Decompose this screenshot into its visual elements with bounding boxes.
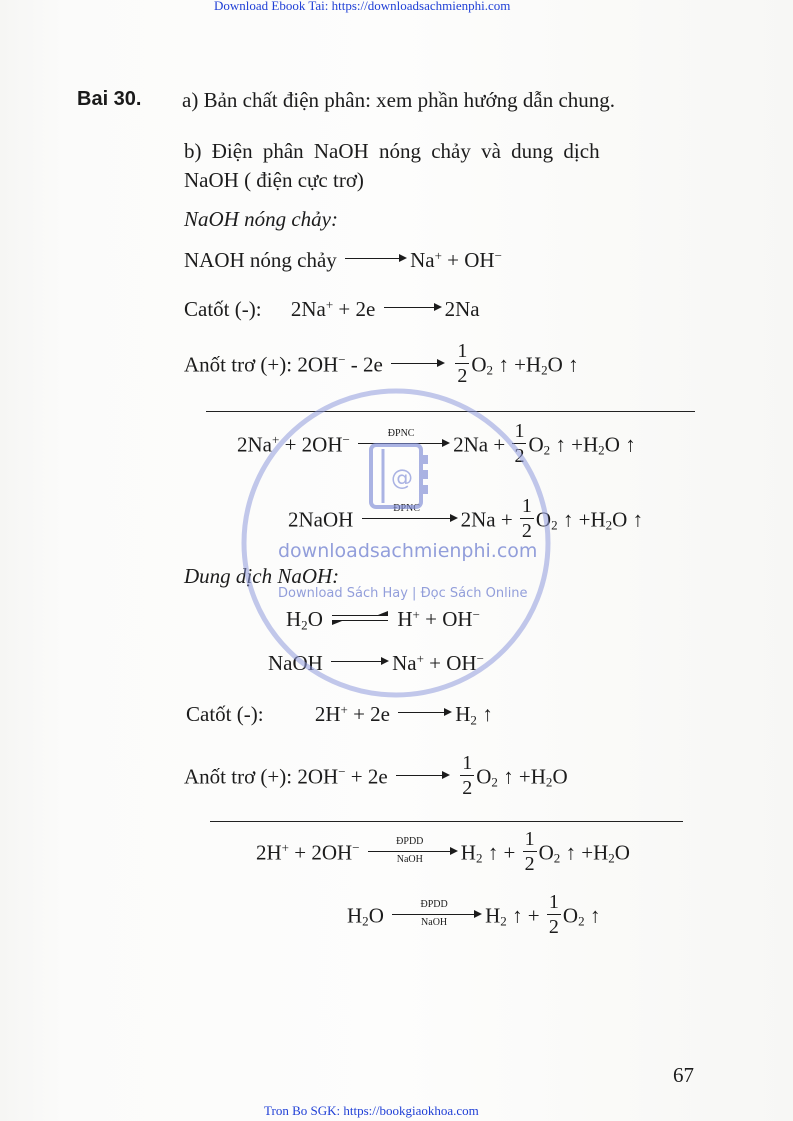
- fraction-one-half: $\frac{1}{2}$: [524, 828, 535, 875]
- reaction-arrow: [398, 701, 452, 725]
- naoh-dissociation-equation: NaOH Na+ + OH−: [268, 650, 484, 675]
- reaction-arrow: ĐPDD NaOH: [392, 903, 482, 927]
- fraction-one-half: $\frac{1}{2}$: [521, 495, 532, 542]
- sum-divider: [206, 411, 695, 412]
- molten-cathode-equation: Catốt (-): 2Na+ + 2e 2Na: [184, 296, 480, 321]
- part-a-text: a) Bản chất điện phân: xem phần hướng dẫn chung.: [182, 88, 616, 112]
- reaction-arrow: ĐPDD NaOH: [368, 840, 458, 864]
- sum-divider: [210, 821, 683, 822]
- molten-dissociation-prefix: NAOH nóng chảy: [184, 248, 337, 272]
- part-b-line-1: b) Điện phân NaOH nóng chảy và dung dịch: [184, 139, 600, 163]
- svg-text:@: @: [391, 466, 413, 491]
- cathode-label: Catốt (-):: [186, 702, 264, 726]
- reaction-arrow: ĐPNC: [362, 507, 458, 531]
- section-solution-heading: Dung dịch NaOH:: [184, 564, 340, 588]
- solution-ionic-overall-equation: 2H+ + 2OH− ĐPDD NaOH $H_2$ ↑ + $\frac{1}{2}$ $O_2$ ↑ $+H_2O$: [256, 828, 630, 875]
- water-dissociation-equation: $H_2O$ H+ + OH−: [286, 606, 480, 633]
- fraction-one-half: $\frac{1}{2}$: [462, 752, 473, 799]
- reaction-arrow: [396, 764, 450, 788]
- watermark-site: downloadsachmienphi.com: [278, 540, 538, 562]
- anode-label: Anốt trơ (+):: [184, 764, 293, 789]
- watermark-tagline: Download Sách Hay | Đọc Sách Online: [278, 586, 528, 601]
- anode-label: Anốt trơ (+):: [184, 352, 293, 377]
- solution-overall-equation: $H_2O$ ĐPDD NaOH $H_2$ ↑ + $\frac{1}{2}$ $O_2$ ↑: [347, 891, 601, 938]
- footer-sgk-link[interactable]: Tron Bo SGK: https://bookgiaokhoa.com: [264, 1103, 479, 1118]
- page-number: 67: [673, 1063, 694, 1087]
- reaction-arrow: ĐPNC: [358, 432, 450, 456]
- molten-overall-equation: 2NaOH ĐPNC 2Na + $\frac{1}{2}$ $O_2$ ↑ $+H_2O$ ↑: [288, 495, 644, 542]
- molten-ionic-overall-equation: 2Na+ + 2OH− ĐPNC 2Na + $\frac{1}{2}$ $O_2$ ↑ $+H_2O$ ↑: [237, 420, 636, 467]
- molten-dissociation-equation: NAOH nóng chảy Na+ + OH−: [184, 247, 502, 272]
- fraction-one-half: $\frac{1}{2}$: [457, 340, 468, 387]
- molten-anode-equation: Anốt trơ (+): 2OH− - 2e $\frac{1}{2}$ $O_2$ ↑ $+H_2O$ ↑: [184, 340, 579, 387]
- section-molten-heading: NaOH nóng chảy:: [184, 207, 338, 231]
- exercise-label: Bai 30.: [77, 88, 142, 110]
- fraction-one-half: $\frac{1}{2}$: [548, 891, 559, 938]
- solution-anode-equation: Anốt trơ (+): 2OH− + 2e $\frac{1}{2}$ $O_2$ ↑ $+H_2O$: [184, 752, 568, 799]
- fraction-one-half: $\frac{1}{2}$: [514, 420, 525, 467]
- reaction-arrow: [345, 247, 407, 271]
- reaction-arrow: [391, 352, 445, 376]
- reaction-arrow: [331, 650, 389, 674]
- header-download-link[interactable]: Download Ebook Tai: https://downloadsachmienphi.com: [214, 0, 511, 13]
- cathode-label: Catốt (-):: [184, 297, 262, 321]
- solution-cathode-equation: Catốt (-): 2H+ + 2e $H_2$ ↑: [186, 701, 493, 728]
- equilibrium-arrow: [332, 611, 388, 625]
- part-b-line-2: NaOH ( điện cực trơ): [184, 168, 364, 192]
- reaction-arrow: [384, 296, 442, 320]
